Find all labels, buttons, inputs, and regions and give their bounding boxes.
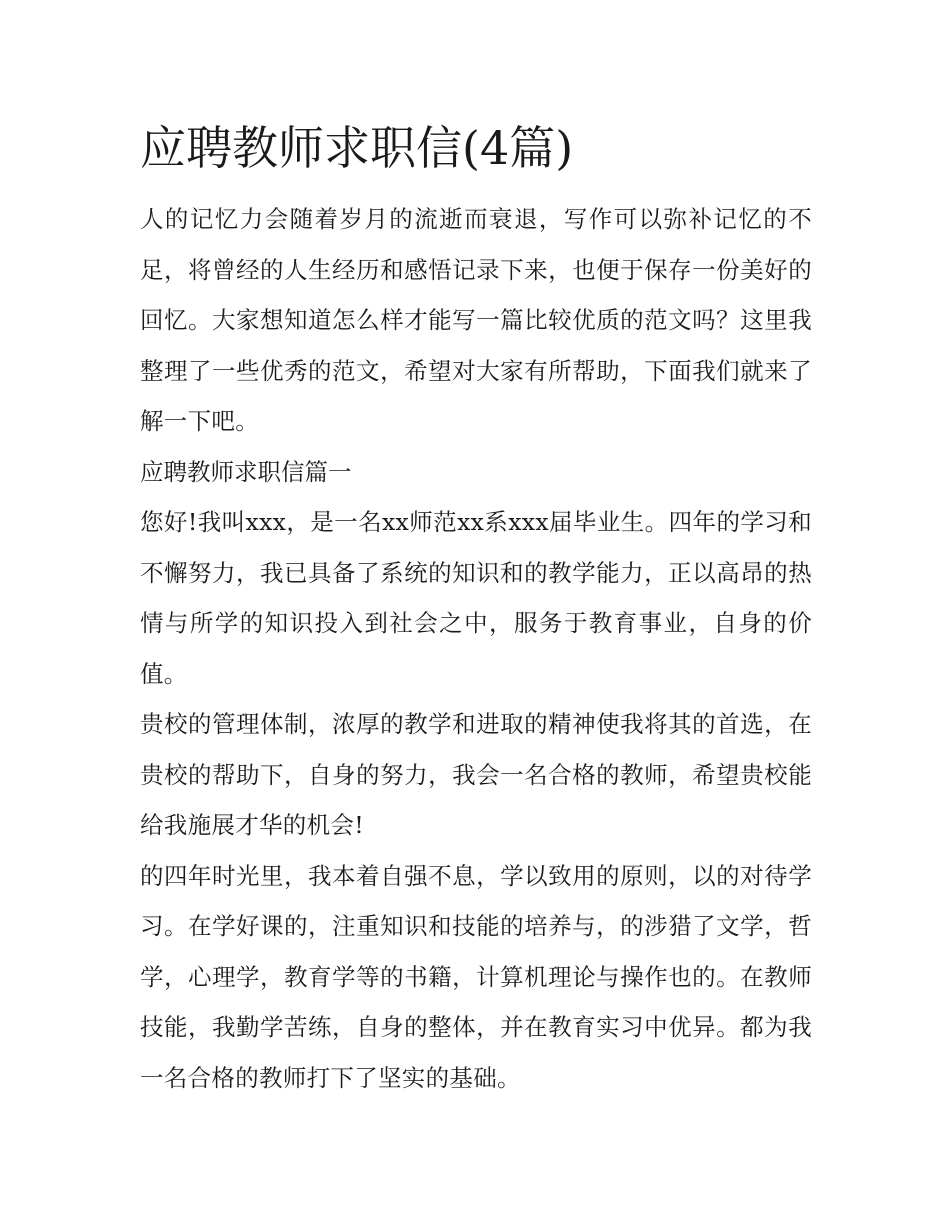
body-paragraph-3: 的四年时光里，我本着自强不息，学以致用的原则，以的对待学习。在学好课的，注重知识和技能的培养与，的涉猎了文学，哲学，心理学，教育学等的书籍，计算机理论与操作也的。在教师技能，我勤学苦练，自身的整体，并在教育实习中优异。都为我一名合格的教师打下了坚实的基础。 <box>140 861 812 1092</box>
document-page <box>140 112 812 1103</box>
body-paragraph-1: 您好!我叫xxx，是一名xx师范xx系xxx届毕业生。四年的学习和不懈努力，我已具备了系统的知识和的教学能力，正以高昂的热情与所学的知识投入到社会之中，服务于教育事业，自身的价值。 <box>140 508 812 688</box>
intro-paragraph: 人的记忆力会随着岁月的流逝而衰退，写作可以弥补记忆的不足，将曾经的人生经历和感悟记录下来，也便于保存一份美好的回忆。大家想知道怎么样才能写一篇比较优质的范文吗？这里我整理了一些优秀的范文，希望对大家有所帮助，下面我们就来了解一下吧。 <box>140 205 812 435</box>
body-paragraph-2: 贵校的管理体制，浓厚的教学和进取的精神使我将其的首选，在贵校的帮助下，自身的努力，我会一名合格的教师，希望贵校能给我施展才华的机会! <box>140 710 812 839</box>
document-title: 应聘教师求职信(4篇) <box>140 121 574 175</box>
section-heading: 应聘教师求职信篇一 <box>140 457 352 486</box>
